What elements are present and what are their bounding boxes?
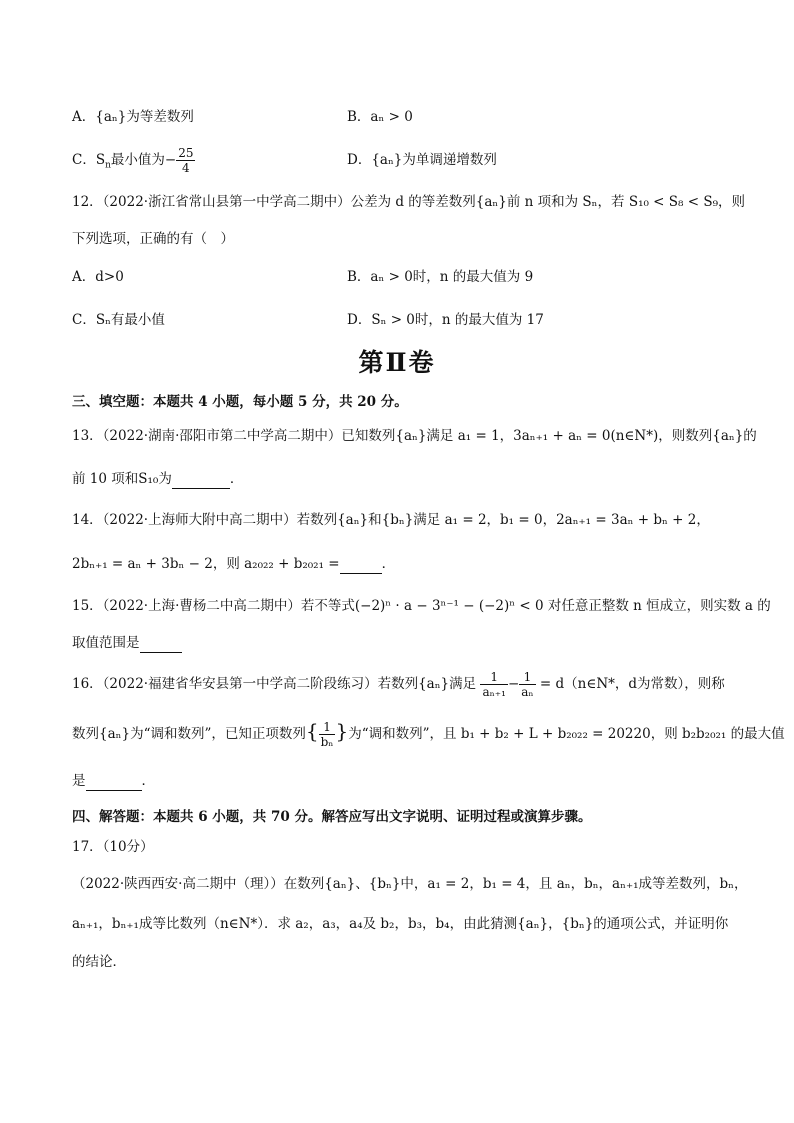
q16-answer-blank [86, 772, 142, 791]
q12-stem-line1: 12．（2022·浙江省常山县第一中学高二期中）公差为 d 的等差数列{aₙ}前 n 项和为 Sₙ，若 S₁₀ < S₈ < S₉，则 [72, 194, 745, 210]
q14-line1: 14．（2022·上海师大附中高二期中）若数列{aₙ}和{bₙ}满足 a₁ = 2，b₁ = 0，2aₙ₊₁ = 3aₙ + bₙ + 2， [72, 512, 710, 528]
q17-line1: （2022·陕西西安·高二期中（理））在数列{aₙ}、{bₙ}中，a₁ = 2，b₁ = 4，且 aₙ，bₙ，aₙ₊₁成等差数列，bₙ， [72, 876, 748, 892]
q16-line3 [72, 772, 155, 791]
q16-fraction-1-denominator: aₙ₊₁ [482, 685, 506, 699]
q15-line1: 15．（2022·上海·曹杨二中高二期中）若不等式(−2)ⁿ · a − 3ⁿ⁻¹ − (−2)ⁿ < 0 对任意正整数 n 恒成立，则实数 a 的 [72, 598, 771, 614]
q11-fraction-denominator: 4 [182, 161, 190, 175]
q15-line2 [72, 634, 182, 653]
q17-line3: 的结论． [72, 954, 126, 970]
q16-line3-end: ． [141, 773, 155, 789]
q11-option-c [72, 146, 195, 175]
q14-line2 [72, 555, 395, 574]
q11-option-b: B．aₙ > 0 [347, 109, 413, 125]
q12-option-c: C．Sₙ有最小值 [72, 312, 165, 328]
q16-fraction-3-numerator: 1 [319, 720, 336, 735]
q16-fraction-2-denominator: aₙ [521, 685, 534, 699]
q13-line2-text: 前 10 项和S₁₀为 [72, 471, 172, 487]
q11-option-c-sign: − [164, 152, 177, 168]
q16-fraction-2 [519, 670, 535, 699]
q17-heading: 17．（10分） [72, 839, 154, 855]
q16-line1 [72, 670, 725, 699]
q16-line1-pre: 16．（2022·福建省华安县第一中学高二阶段练习）若数列{aₙ}满足 [72, 676, 477, 692]
q11-option-d: D．{aₙ}为单调递增数列 [347, 152, 497, 168]
q16-fraction-3-denominator: bₙ [320, 735, 334, 749]
section3-heading: 三、填空题：本题共 4 小题，每小题 5 分，共 20 分。 [72, 394, 408, 410]
section4-heading: 四、解答题：本题共 6 小题，共 70 分。解答应写出文字说明、证明过程或演算步骤。 [72, 809, 592, 825]
q17-line2: aₙ₊₁，bₙ₊₁成等比数列（n∈N*）．求 a₂，a₃，a₄及 b₂，b₃，b₄，由此猜测{aₙ}，{bₙ}的通项公式，并证明你 [72, 916, 729, 932]
q12-option-b: B．aₙ > 0时，n 的最大值为 9 [347, 269, 534, 285]
q12-option-d: D．Sₙ > 0时，n 的最大值为 17 [347, 312, 544, 328]
q16-fraction-1-numerator: 1 [480, 670, 508, 685]
q16-line3-text: 是 [72, 773, 86, 789]
q11-option-c-prefix: C．S [72, 152, 106, 168]
q16-fraction-3 [319, 720, 336, 749]
q16-line2-pre: 数列{aₙ}为“调和数列”，已知正项数列 [72, 726, 306, 742]
q16-line2: 数列{aₙ}为“调和数列”，已知正项数列{ $\frac{1}{\text{bₙ}}$ }为“调和数列”，且 b₁ + b₂ + L + b₂₀₂₂ = 20220，则 b₂b₂₀₂₁ 的最大值 [72, 719, 785, 749]
q14-line2-text: 2bₙ₊₁ = aₙ + 3bₙ − 2，则 a₂₀₂₂ + b₂₀₂₁ = [72, 556, 340, 572]
q16-fraction-1 [480, 670, 508, 699]
q13-line2 [72, 470, 243, 489]
q11-option-c-fraction [176, 146, 195, 175]
part2-title: 第Ⅱ卷 [358, 348, 436, 377]
q11-option-a: A．{aₙ}为等差数列 [72, 109, 194, 125]
q15-answer-blank [140, 634, 182, 653]
q14-line2-end: ． [381, 556, 396, 572]
q16-line2-post: 为“调和数列”，且 b₁ + b₂ + L + b₂₀₂₂ = 20220，则 b₂b₂₀₂₁ 的最大值 [348, 726, 785, 742]
q16-line1-post: = d（n∈N*，d为常数），则称 [539, 676, 725, 692]
q11-option-c-mid: 最小值为 [110, 152, 165, 168]
q14-answer-blank [340, 555, 382, 574]
q12-option-a: A．d>0 [72, 269, 124, 285]
q16-fraction-2-numerator: 1 [519, 670, 535, 685]
q13-answer-blank [172, 470, 230, 489]
q11-option-c-sub: n [105, 160, 111, 171]
q15-line2-text: 取值范围是 [72, 635, 140, 651]
q12-stem-line2: 下列选项，正确的有（ ） [72, 231, 234, 247]
q16-minus: − [507, 676, 520, 692]
q13-line1: 13．（2022·湖南·邵阳市第二中学高二期中）已知数列{aₙ}满足 a₁ = 1，3aₙ₊₁ + aₙ = 0(n∈N*)，则数列{aₙ}的 [72, 428, 757, 444]
q13-line2-end: ． [229, 471, 244, 487]
q11-fraction-numerator: 25 [178, 146, 194, 160]
